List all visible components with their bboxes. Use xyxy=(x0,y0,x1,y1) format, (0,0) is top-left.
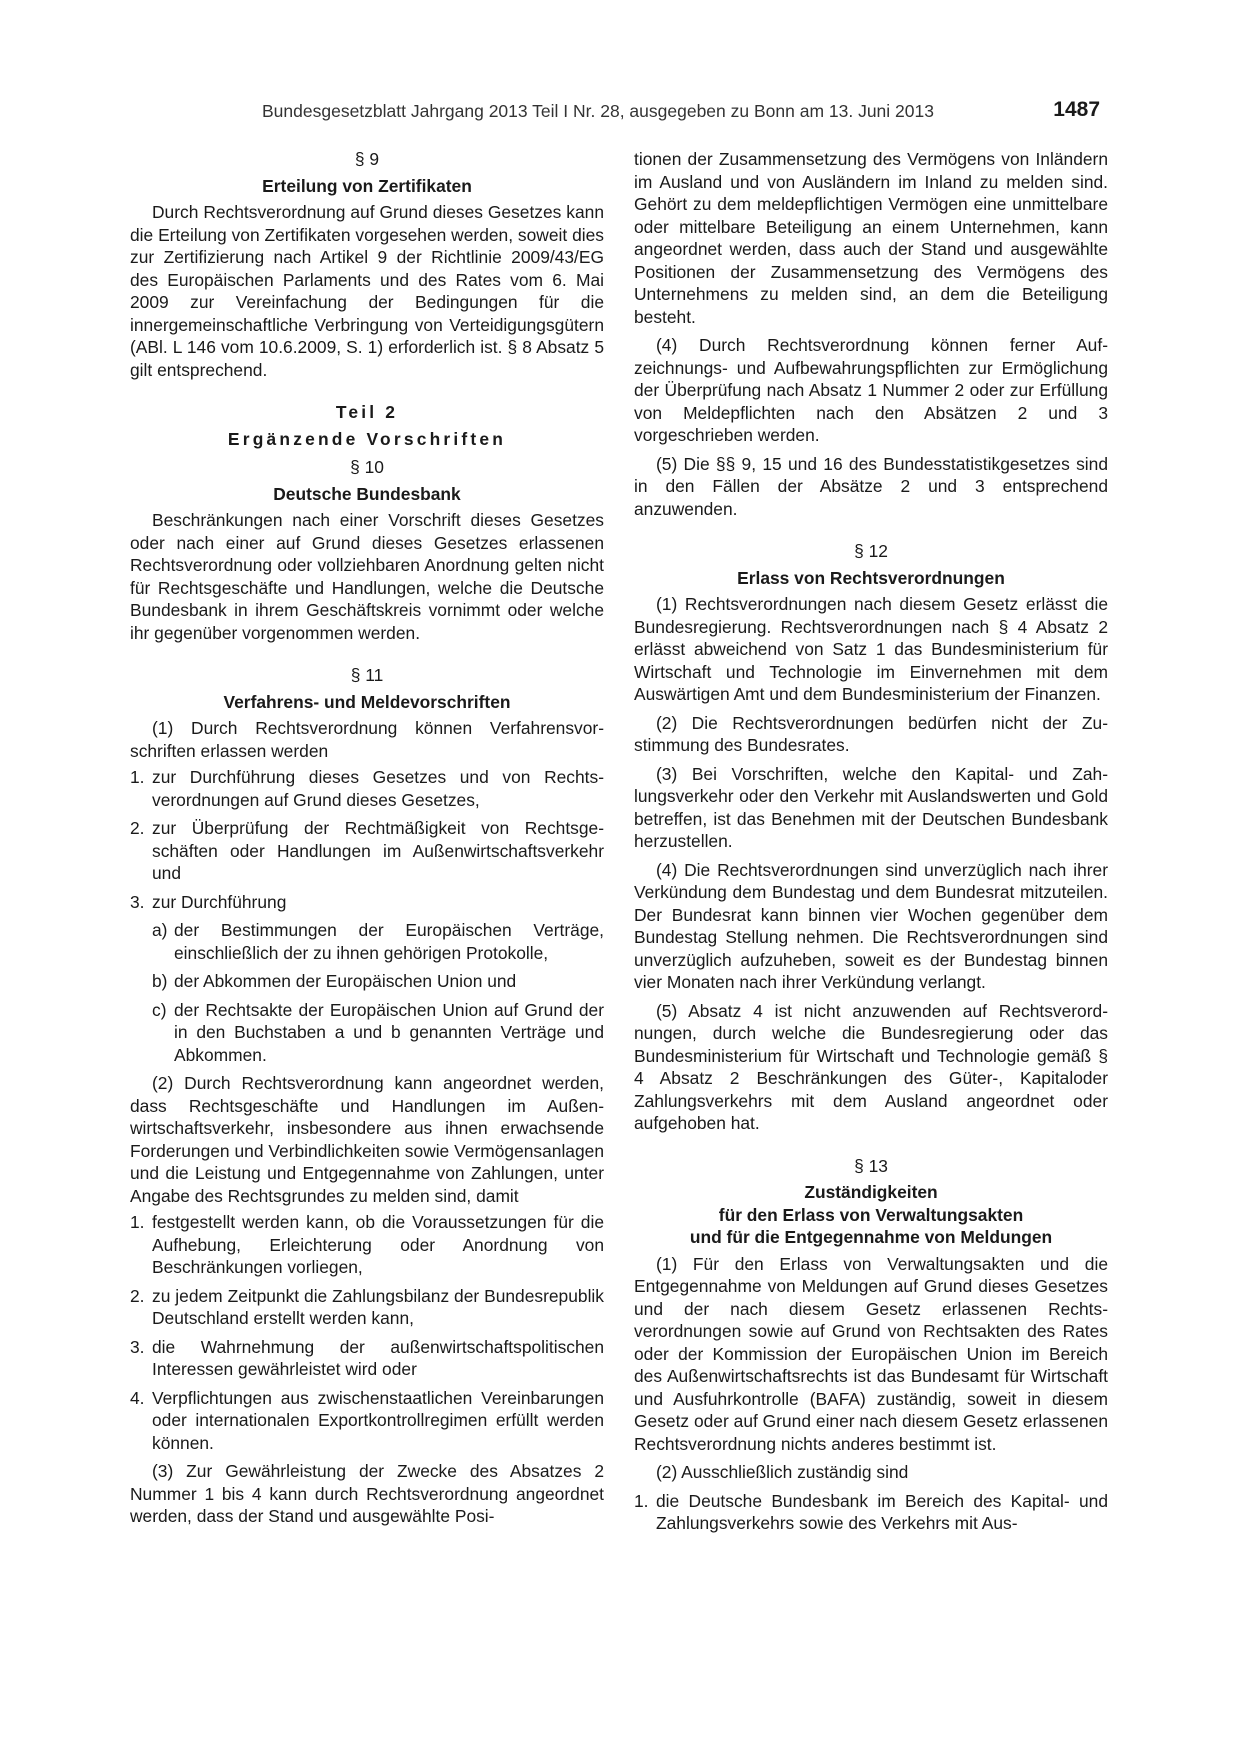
section-12-para-1: (1) Rechtsverordnungen nach diesem Gesetz erlässt die Bundesregierung. Rechtsverordnungen nach § 4 Absatz 2 erlässt abweichend von Satz 1 das Bundesministerium für Wirtschaft und Technologie im Einvernehmen mit dem Auswärtigen Amt und dem Bundesministerium der Finanzen. xyxy=(634,594,1108,704)
section-13-title-line-1: Zuständigkeiten xyxy=(804,1182,938,1202)
list-item: 1. die Deutsche Bundesbank im Bereich des Kapital- und Zahlungsverkehrs sowie des Verkehrs mit Aus- xyxy=(634,1490,1108,1533)
list-subitem: b) der Abkommen der Europäischen Union und xyxy=(152,971,517,991)
list-item: 4. Verpflichtungen aus zwischenstaatlichen Vereinbarungen oder internationalen Exportkontrollregimen erfüllt werden können. xyxy=(130,1387,604,1453)
section-9-text: Durch Rechtsverordnung auf Grund dieses Gesetzes kann die Erteilung von Zertifikaten vorgesehen werden, soweit dies zur Zertifizierung nach Artikel 9 der Richtlinie 2009/43/EG des Europäischen Parlaments und des Rates vom 6. Mai 2009 zur Vereinfachung der Bedingungen für die innergemeinschaftliche Verbringung von Verteidigungsgütern (ABl. L 146 vom 10.6.2009, S. 1) erforderlich ist. § 8 Absatz 5 gilt entsprechend. xyxy=(130,202,604,380)
list-subitem: a) der Bestimmungen der Europäischen Verträge, einschließlich der zu ihnen gehörigen Protokolle, xyxy=(152,920,604,963)
list-item: 3. zur Durchführung xyxy=(130,891,287,912)
section-11-title: Verfahrens- und Meldevorschriften xyxy=(223,691,511,712)
section-13-para-1: (1) Für den Erlass von Verwaltungsakten und die Entgegennahme von Meldungen auf Grund dieses Gesetzes und der nach diesem Gesetz erlassenen Rechtsverordnungen sowie auf Grund von Rechtsakten des Rates oder der Kommission der Europäischen Union im Bereich des Außenwirtschaftsrechts ist das Bundesamt für Wirtschaft und Ausfuhrkontrolle (BAFA) zuständig, soweit in diesem Gesetz oder auf Grund einer nach diesem Gesetz erlassenen Rechtsverordnung nichts anderes bestimmt ist. xyxy=(634,1253,1108,1454)
section-12-para-2: (2) Die Rechtsverordnungen bedürfen nicht der Zustimmung des Bundesrates. xyxy=(634,712,1108,755)
list-subitem: c) der Rechtsakte der Europäischen Union auf Grund der in den Buchstaben a und b genannten Verträge und Abkommen. xyxy=(152,999,604,1065)
section-11-para-3-cont: tionen der Zusammensetzung des Vermögens von Inländern im Ausland und von Ausländern im Inland zu melden sind. Gehört zu dem meldepflichtigen Vermögen eine unmittelbare oder mittelbare Beteiligung an einem Unternehmen, kann angeordnet werden, dass auch der Stand und ausgewählte Positionen der Zusammensetzung des Vermögens des Unternehmens zu melden sind, an dem die Beteiligung besteht. xyxy=(634,149,1108,327)
list-item: 2. zur Überprüfung der Rechtmäßigkeit von Rechtsgeschäften oder Handlungen im Außenwirtschaftsverkehr und xyxy=(130,818,604,883)
section-11-para-4: (4) Durch Rechtsverordnung können ferner Aufzeichnungs- und Aufbewahrungspflichten zur Ermöglichung der Überprüfung nach Absatz 1 Nummer 2 oder zur Erfüllung von Meldepflichten nach den Absätzen 2 und 3 vorgeschrieben werden. xyxy=(634,335,1108,445)
section-12-number: § 12 xyxy=(854,541,888,561)
section-12-para-5: (5) Absatz 4 ist nicht anzuwenden auf Rechtsverordnungen, durch welche die Bundesregierung oder das Bundesministerium für Wirtschaft und Technologie gemäß § 4 Absatz 2 Beschränkungen des Güter-, Kapitaloder Zahlungsverkehrs mit dem Ausland angeordnet oder aufgehoben hat. xyxy=(634,1000,1108,1133)
section-11-para-1: (1) Durch Rechtsverordnung können Verfahrensvorschriften erlassen werden xyxy=(130,718,604,761)
page-number: 1487 xyxy=(1053,98,1100,121)
section-10-title: Deutsche Bundesbank xyxy=(273,483,461,504)
section-12-para-3: (3) Bei Vorschriften, welche den Kapital- und Zahlungsverkehr oder den Verkehr mit Auslandswerten und Gold betreffen, ist das Benehmen mit der Deutschen Bundesbank herzustellen. xyxy=(634,763,1108,851)
list-item: 2. zu jedem Zeitpunkt die Zahlungsbilanz der Bundesrepublik Deutschland erstellt werden kann, xyxy=(130,1285,604,1328)
list-item: 1. zur Durchführung dieses Gesetzes und von Rechtsverordnungen auf Grund dieses Gesetzes, xyxy=(130,767,604,810)
section-13-para-2: (2) Ausschließlich zuständig sind xyxy=(656,1462,909,1482)
section-13-number: § 13 xyxy=(854,1155,888,1176)
section-11-para-2: (2) Durch Rechtsverordnung kann angeordnet werden, dass Rechtsgeschäfte und Handlungen im Außenwirtschaftsverkehr, insbesondere aus ihnen erwachsende Forderungen und Verbindlichkeiten sowie Vermögensanlagen und die Leistung und Entgegennahme von Zahlungen, unter Angabe des Rechtsgrundes zu melden sind, damit xyxy=(130,1073,604,1206)
section-13-title-line-3: und für die Entgegennahme von Meldungen xyxy=(689,1227,1053,1247)
left-column xyxy=(130,148,604,1528)
running-header: Bundesgesetzblatt Jahrgang 2013 Teil I Nr. 28, ausgegeben zu Bonn am 13. Juni 2013 xyxy=(262,101,934,121)
section-11-para-5: (5) Die §§ 9, 15 und 16 des Bundesstatistikgesetzes sind in den Fällen der Absätze 2 und 3 entsprechend anzuwenden. xyxy=(634,453,1108,519)
list-item: 1. festgestellt werden kann, ob die Voraussetzungen für die Aufhebung, Erleichterung oder Anordnung von Beschränkungen vorliegen, xyxy=(130,1212,604,1277)
section-12-title: Erlass von Rechtsverordnungen xyxy=(737,567,1005,588)
section-12-para-4: (4) Die Rechtsverordnungen sind unverzüglich nach ihrer Verkündung dem Bundestag und dem Bundesrat mitzuteilen. Der Bundesrat kann binnen vier Wochen gegenüber dem Bundestag Stellung nehmen. Die Rechtsverordnungen sind unverzüglich aufzuheben, soweit es der Bundestag binnen vier Monaten nach ihrer Verkündung verlangt. xyxy=(634,859,1108,992)
section-9-number: § 9 xyxy=(354,149,380,169)
section-10-text: Beschränkungen nach einer Vorschrift dieses Gesetzes oder nach einer auf Grund dieses Gesetzes erlassenen Rechtsverordnung oder vollziehbaren Anordnung gelten nicht für Rechtsgeschäfte und Handlungen, welche die Deutsche Bundesbank in ihrem Geschäftskreis vornimmt oder welche ihr gegenüber vorgenommen werden. xyxy=(130,510,604,643)
section-13-title-line-2: für den Erlass von Verwaltungsakten xyxy=(718,1204,1024,1225)
part-2-title: Ergänzende Vorschriften xyxy=(227,428,507,449)
right-column xyxy=(634,148,1108,1535)
page-header xyxy=(262,98,1100,125)
list-item: 3. die Wahrnehmung der außenwirtschaftspolitischen Interessen gewährleistet wird oder xyxy=(130,1336,604,1379)
section-11-para-3: (3) Zur Gewährleistung der Zwecke des Absatzes 2 Nummer 1 bis 4 kann durch Rechtsverordnung angeordnet werden, dass der Stand und ausgewählte Posi- xyxy=(130,1461,604,1526)
part-2-label: Teil 2 xyxy=(335,402,399,422)
section-10-number: § 10 xyxy=(350,457,384,477)
section-9-title: Erteilung von Zertifikaten xyxy=(262,175,472,196)
section-11-number: § 11 xyxy=(350,665,384,685)
